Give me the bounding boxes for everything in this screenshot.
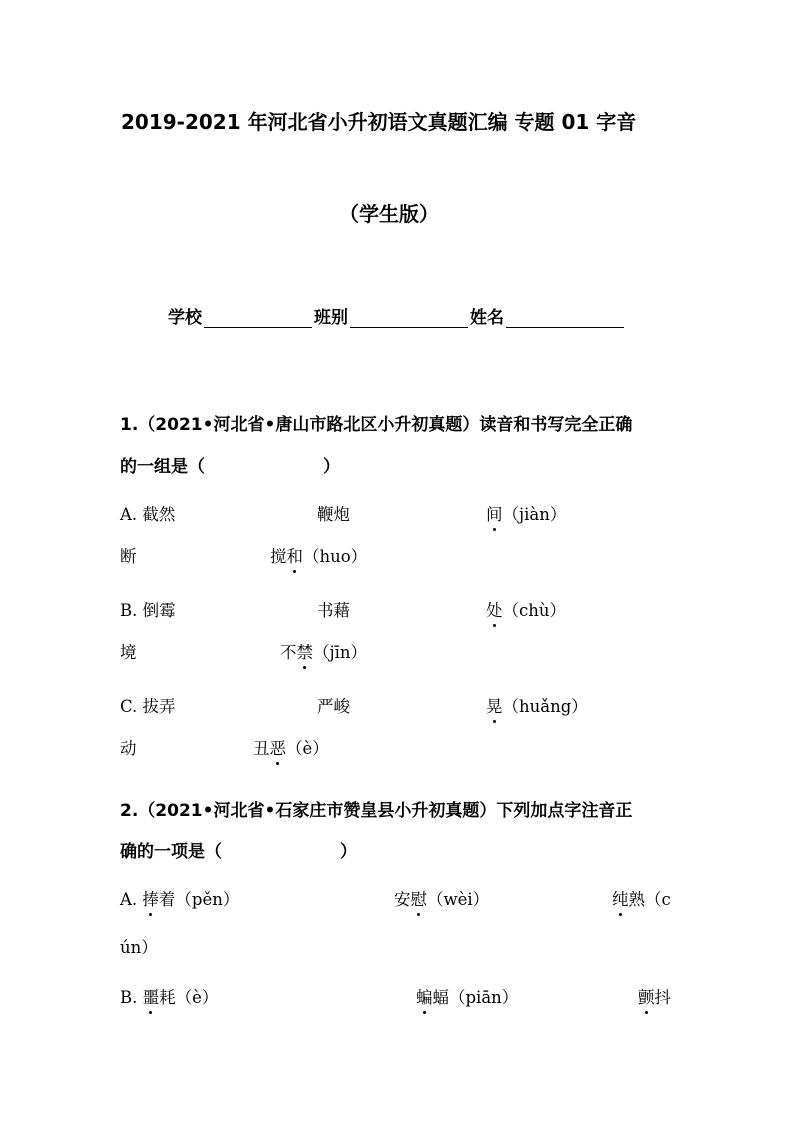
q1-option-a-label: A. 截然 bbox=[120, 505, 176, 524]
q1-option-c-word2: 严峻 bbox=[317, 697, 350, 716]
student-info-line bbox=[168, 303, 626, 328]
q1-option-c-word4: 动 bbox=[120, 739, 137, 758]
q2-close-paren: ） bbox=[340, 842, 357, 862]
q2-stem-line1: 2.（2021•河北省•石家庄市赞皇县小升初真题）下列加点字注音正 bbox=[120, 801, 633, 821]
q1-option-b-word2: 书藉 bbox=[317, 601, 350, 620]
class-label: 班别 bbox=[314, 308, 348, 328]
class-blank[interactable] bbox=[350, 309, 468, 328]
q1-option-b-label: B. 倒霉 bbox=[120, 601, 176, 620]
page-title: 2019-2021 年河北省小升初语文真题汇编 专题 01 字音 bbox=[121, 110, 637, 134]
name-blank[interactable] bbox=[506, 309, 624, 328]
q2-stem-line2 bbox=[120, 837, 357, 862]
q1-option-b-word3: 处（chù） bbox=[486, 597, 566, 621]
q2-stem-text: 确的一项是（ bbox=[120, 842, 222, 862]
q1-option-c-word3: 晃（huǎng） bbox=[486, 693, 588, 717]
q1-option-a-word2: 鞭炮 bbox=[317, 505, 350, 524]
q1-option-a-word4: 断 bbox=[120, 547, 137, 566]
q1-close-paren: ） bbox=[323, 457, 340, 477]
page-subtitle: （学生版） bbox=[339, 202, 439, 226]
q1-option-a-word3: 间（jiàn） bbox=[486, 501, 566, 525]
q2-option-a-label: A. 捧着（pěn） bbox=[120, 886, 239, 910]
q2-option-b-word3: 颤抖 bbox=[638, 984, 671, 1008]
q1-stem-line2 bbox=[120, 452, 340, 477]
q1-option-c-label: C. 拔弄 bbox=[120, 697, 176, 716]
q2-option-a-word2: 安慰（wèi） bbox=[394, 886, 489, 910]
q1-stem-text: 的一组是（ bbox=[120, 457, 205, 477]
q1-option-c-word5: 丑恶（è） bbox=[253, 735, 329, 759]
q1-option-b-word5: 不禁（jīn） bbox=[280, 639, 367, 663]
q1-option-b-word4: 境 bbox=[120, 643, 137, 662]
q1-stem-line1: 1.（2021•河北省•唐山市路北区小升初真题）读音和书写完全正确 bbox=[120, 415, 633, 435]
school-blank[interactable] bbox=[204, 309, 312, 328]
q2-option-b-word2: 蝙蝠（piān） bbox=[416, 984, 518, 1008]
school-label: 学校 bbox=[168, 308, 202, 328]
q2-option-a-word3: 纯熟（c bbox=[612, 886, 671, 910]
name-label: 姓名 bbox=[470, 308, 504, 328]
q1-option-a-word5: 搅和（huo） bbox=[270, 543, 367, 567]
q2-option-a-word3-wrap: ún） bbox=[120, 938, 158, 957]
q2-option-b-label: B. 噩耗（è） bbox=[120, 984, 218, 1008]
